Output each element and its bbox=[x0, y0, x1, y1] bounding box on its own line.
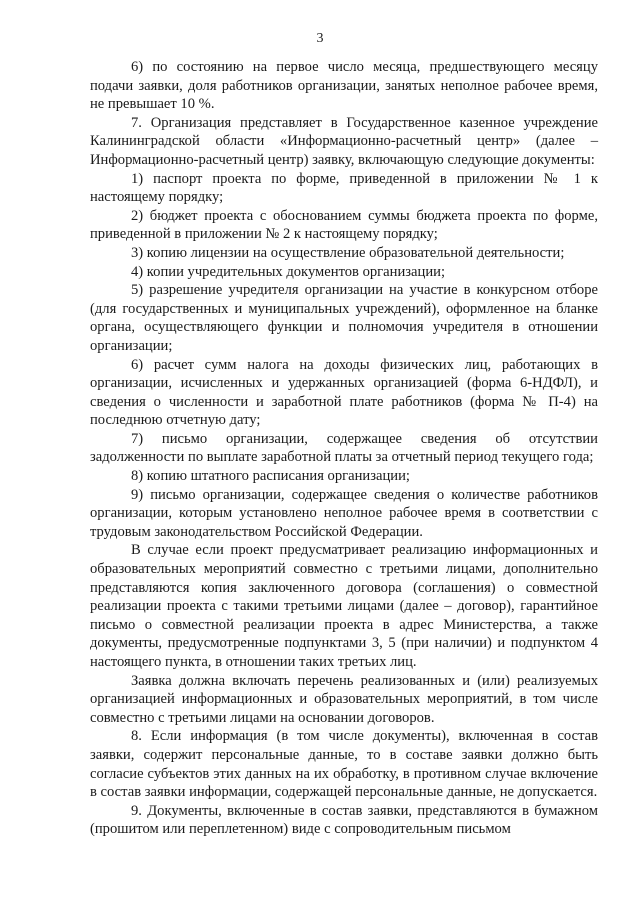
paragraph-application-list: Заявка должна включать перечень реализованных и (или) реализуемых организацией информационных и образовательных мероприятий, в том числе совместно с третьими лицами на основании договоров. bbox=[90, 672, 598, 726]
list-item-7: 7) письмо организации, содержащее сведения об отсутствии задолженности по выплате заработной платы за отчетный период текущего года; bbox=[90, 430, 598, 466]
paragraph-section-9: 9. Документы, включенные в состав заявки, представляются в бумажном (прошитом или переплетенном) виде с сопроводительным письмом bbox=[90, 802, 598, 838]
document-body bbox=[90, 58, 598, 839]
list-item-2: 2) бюджет проекта с обоснованием суммы бюджета проекта по форме, приведенной в приложении № 2 к настоящему порядку; bbox=[90, 207, 598, 243]
list-item-8: 8) копию штатного расписания организации; bbox=[131, 468, 410, 485]
list-item-1: 1) паспорт проекта по форме, приведенной в приложении № 1 к настоящему порядку; bbox=[90, 170, 598, 206]
paragraph-item-6-share: 6) по состоянию на первое число месяца, предшествующего месяцу подачи заявки, доля работников организации, занятых неполное рабочее время, не превышает 10 %. bbox=[90, 59, 598, 113]
list-item-3: 3) копию лицензии на осуществление образовательной деятельности; bbox=[131, 244, 565, 261]
list-item-4: 4) копии учредительных документов организации; bbox=[131, 263, 445, 280]
list-item-6: 6) расчет сумм налога на доходы физических лиц, работающих в организации, исчисленных и удержанных организацией (форма 6-НДФЛ), и сведения о численности и заработной плате работников (форма № П-4) на последнюю отчетную дату; bbox=[90, 356, 598, 429]
paragraph-third-parties: В случае если проект предусматривает реализацию информационных и образовательных мероприятий совместно с третьими лицами, дополнительно представляются копия заключенного договора (соглашения) о совместной реализации проекта с такими третьими лицами (далее – договор), гарантийное письмо о совместной реализации проекта в адрес Министерства, а также документы, предусмотренные подпунктами 3, 5 (при наличии) и подпунктом 4 настоящего пункта, в отношении таких третьих лиц. bbox=[90, 542, 598, 670]
paragraph-section-7: 7. Организация представляет в Государственное казенное учреждение Калининградской области «Информационно-расчетный центр» (далее – Информационно-расчетный центр) заявку, включающую следующие документы: bbox=[90, 114, 598, 168]
list-item-9: 9) письмо организации, содержащее сведения о количестве работников организации, которым установлено неполное рабочее время в соответствии с трудовым законодательством Российской Федерации. bbox=[90, 486, 598, 540]
paragraph-section-8: 8. Если информация (в том числе документы), включенная в состав заявки, содержит персональные данные, то в составе заявки должно быть согласие субъектов этих данных на их обработку, в противном случае включение в состав заявки информации, содержащей персональные данные, не допускается. bbox=[90, 728, 598, 801]
page-number: 3 bbox=[316, 31, 324, 46]
list-item-5: 5) разрешение учредителя организации на участие в конкурсном отборе (для государственных и муниципальных учреждений), оформленное на бланке органа, осуществляющего функции и полномочия учредителя в отношении организации; bbox=[90, 282, 598, 354]
